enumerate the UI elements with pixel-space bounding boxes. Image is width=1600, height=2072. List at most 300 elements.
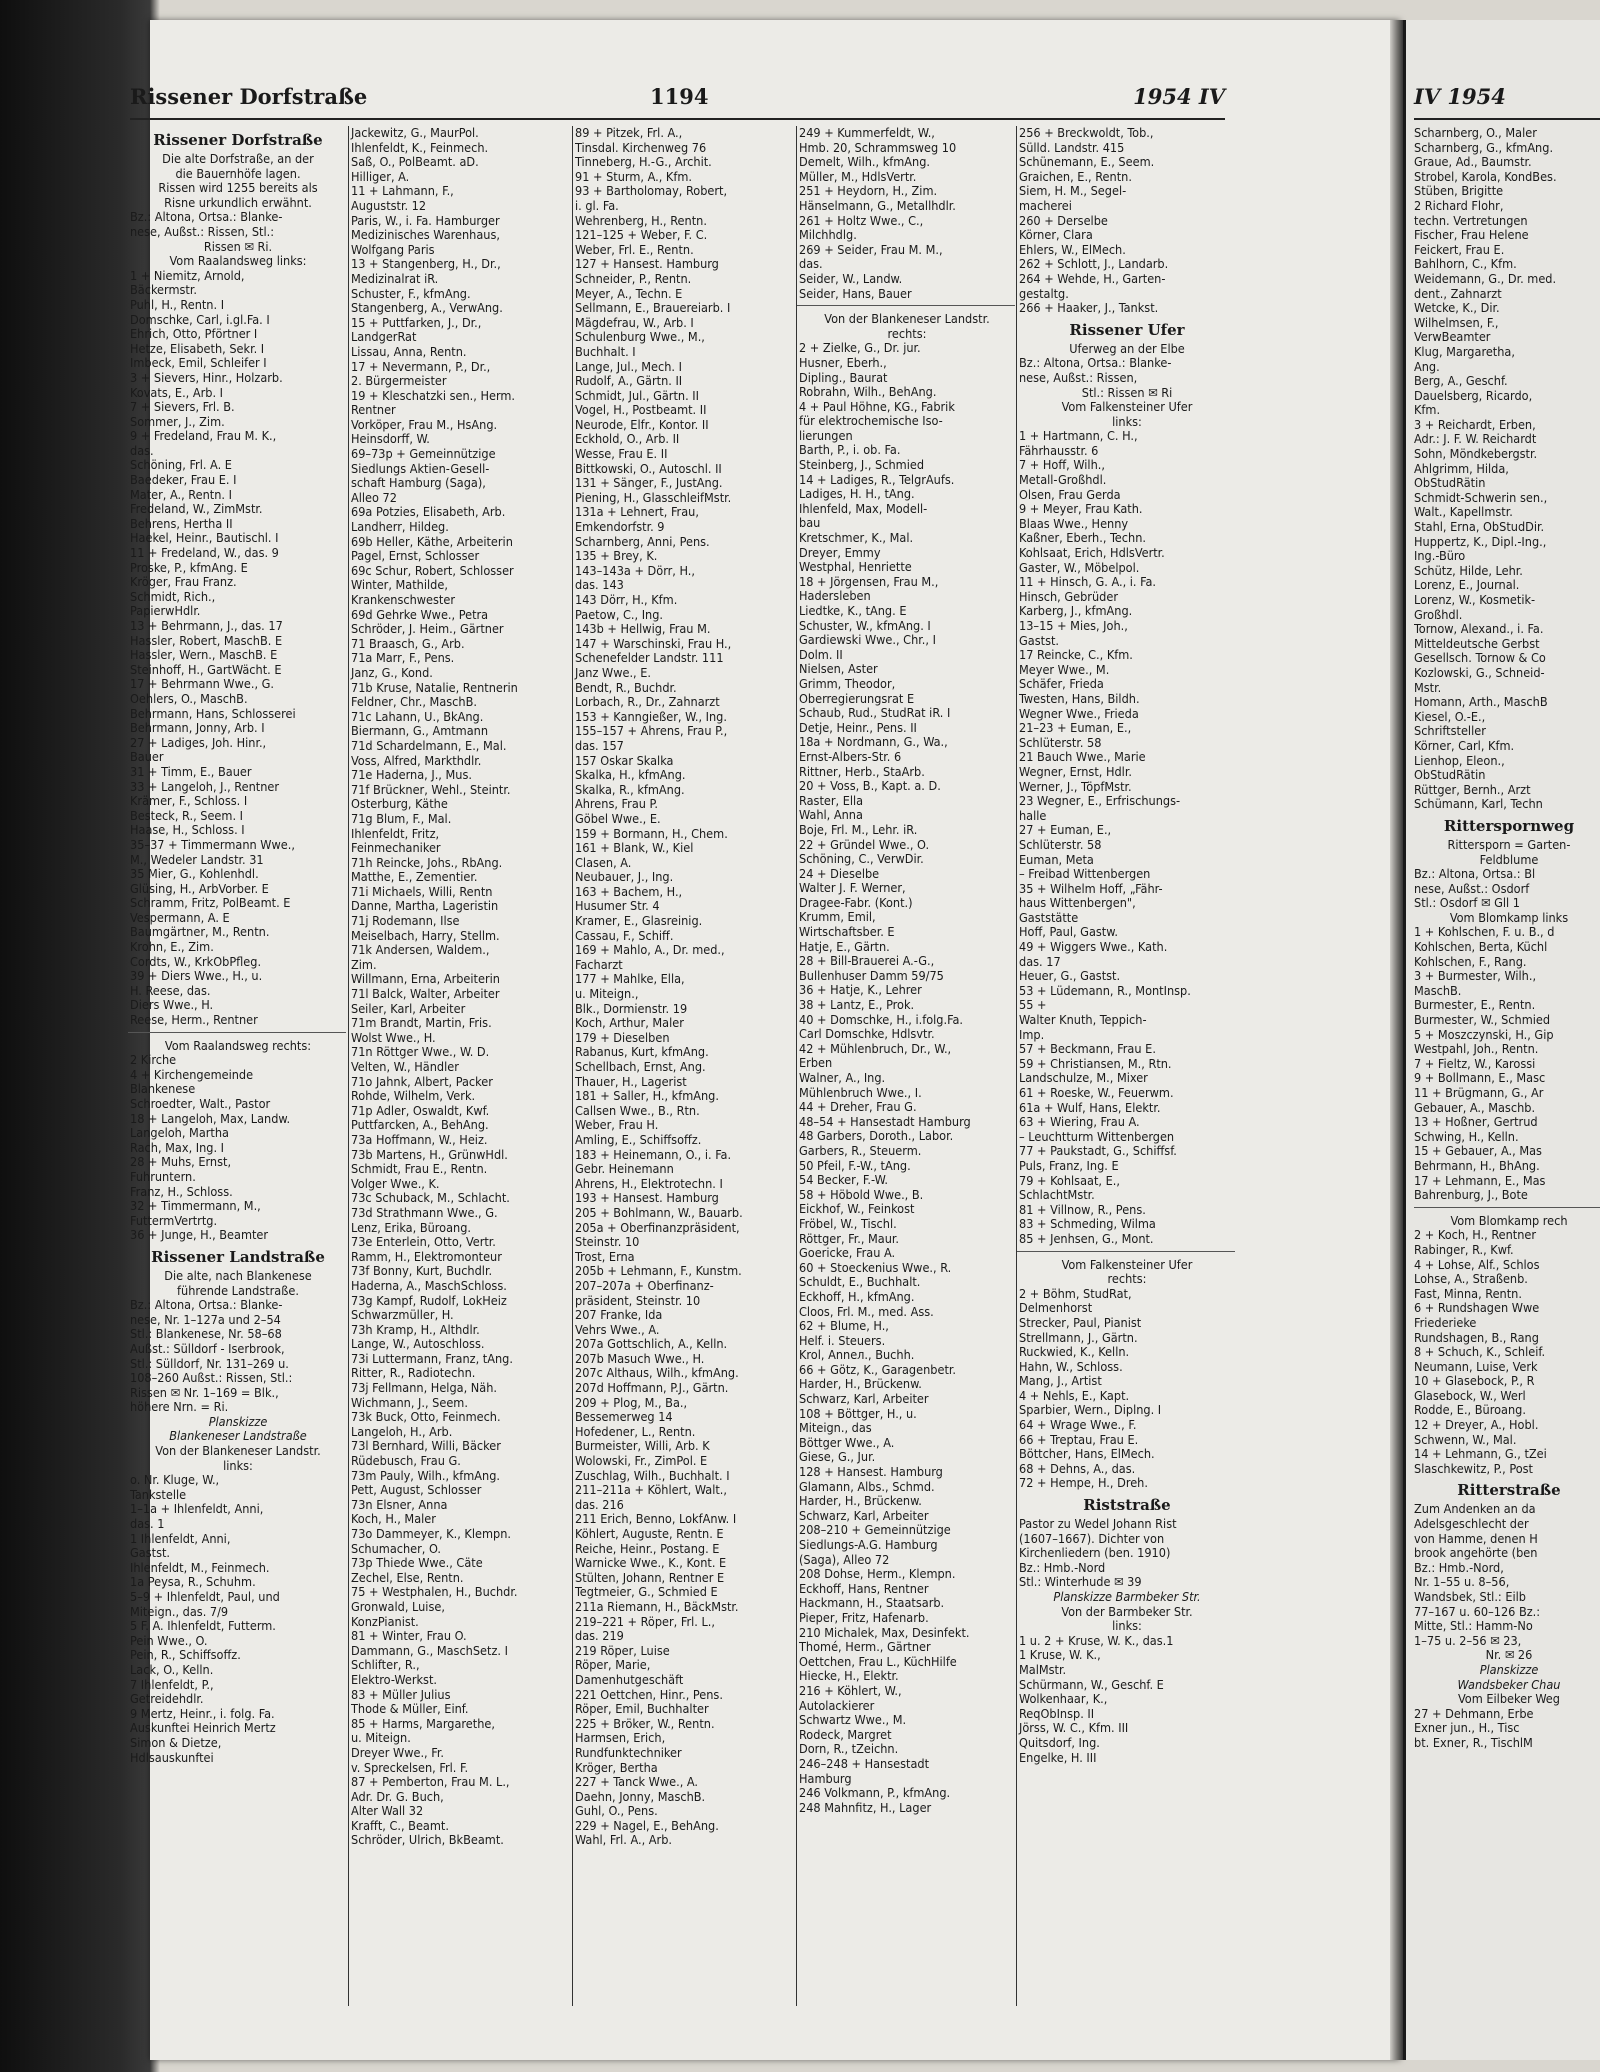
directory-entry: 7 + Fieltz, W., Karossi	[1414, 1056, 1536, 1071]
section-divider	[128, 1032, 346, 1039]
directory-entry: 7 + Hoff, Wilh.,	[1019, 458, 1105, 473]
directory-entry: 256 + Breckwoldt, Tob.,	[1019, 126, 1154, 140]
directory-entry: Krankenschwester	[351, 593, 456, 607]
directory-entry: Schlifter, R.,	[351, 1658, 420, 1673]
directory-entry: 225 + Bröker, W., Rentn.	[575, 1716, 715, 1731]
directory-entry: Gebr. Heinemann	[575, 1162, 674, 1177]
directory-entry: 73c Schuback, M., Schlacht.	[351, 1191, 510, 1206]
directory-entry: 73b Martens, H., GrünwHdl.	[351, 1147, 508, 1162]
directory-entry: Hetze, Elisabeth, Sekr. I	[130, 341, 265, 356]
directory-entry: 73a Hoffmann, W., Heiz.	[351, 1132, 488, 1147]
directory-entry: u. Miteign.	[351, 1731, 411, 1746]
directory-entry: Bz.: Altona, Ortsa.: Blanke-	[130, 210, 283, 225]
right-running-head: IV 1954	[1414, 84, 1600, 120]
directory-entry: Rabanus, Kurt, kfmAng.	[575, 1045, 709, 1060]
directory-entry: Kozlowski, G., Schneid-	[1414, 665, 1545, 680]
directory-entry: 50 Pfeil, F.-W., tAng.	[799, 1158, 911, 1173]
directory-entry: 89 + Pitzek, Frl. A.,	[575, 126, 683, 140]
directory-entry: Scharnberg, G., kfmAng.	[1414, 140, 1554, 155]
directory-entry: VerwBeamter	[1414, 330, 1491, 345]
directory-entry: das.	[130, 443, 154, 458]
directory-entry: 17 + Behrmann Wwe., G.	[130, 677, 275, 692]
directory-entry: Schaub, Rud., StudRat iR. I	[799, 706, 951, 721]
directory-entry: das.	[799, 257, 823, 272]
directory-entry: Auskunftei Heinrich Mertz	[130, 1721, 276, 1736]
directory-entry: dent., Zahnarzt	[1414, 286, 1502, 301]
directory-entry: Kretschmer, K., Mal.	[799, 531, 914, 546]
directory-entry: Wegner Wwe., Frieda	[1019, 706, 1139, 721]
directory-entry: Wolfgang Paris	[351, 242, 435, 257]
directory-entry: Behrmann, H., BhAng.	[1414, 1158, 1540, 1173]
directory-entry: 38 + Lantz, E., Prok.	[799, 998, 915, 1013]
section-note: Vom Raalandsweg links:	[169, 254, 307, 269]
directory-entry: 32 + Timmermann, M.,	[130, 1199, 261, 1214]
directory-entry: Sülld. Landstr. 415	[1019, 140, 1125, 155]
directory-entry: 9 + Fredeland, Frau M. K.,	[130, 429, 277, 444]
directory-entry: Schwarz, Karl, Arbeiter	[799, 1508, 929, 1523]
directory-entry: Schumacher, O.	[351, 1541, 442, 1556]
directory-entry: Rundshagen, B., Rang	[1414, 1330, 1539, 1345]
directory-entry: Walt., Kapellmstr.	[1414, 505, 1513, 520]
directory-entry: Tankstelle	[130, 1487, 187, 1502]
directory-entry: ObStudRätin	[1414, 768, 1486, 783]
directory-entry: 211a Riemann, H., BäckMstr.	[575, 1599, 739, 1614]
directory-entry: 11 + Fredeland, W., das. 9	[130, 546, 279, 561]
directory-entry: Thauer, H., Lagerist	[575, 1074, 687, 1089]
street-heading: Ritterstraße	[1457, 1481, 1561, 1500]
directory-entry: nese, Außst.: Osdorf	[1414, 881, 1530, 896]
directory-entry: Neubauer, J., Ing.	[575, 870, 674, 885]
directory-entry: 17 + Lehmann, E., Mas	[1414, 1173, 1546, 1188]
directory-entry: Eckhoff, H., kfmAng.	[799, 1289, 915, 1304]
directory-entry: 4 + Kirchengemeinde	[130, 1067, 254, 1082]
right-directory-column	[1414, 126, 1600, 2006]
directory-entry: Ladiges, H. H., tAng.	[799, 487, 915, 502]
section-note: links:	[1112, 1619, 1142, 1634]
directory-entry: 35 + Wilhelm Hoff, „Fähr-	[1019, 881, 1163, 896]
directory-entry: Schriftsteller	[1414, 724, 1486, 739]
directory-entry: Krafft, C., Beamt.	[351, 1818, 449, 1833]
directory-entry: gestaltg.	[1019, 286, 1069, 301]
directory-entry: Schröder, J. Heim., Gärtner	[351, 622, 504, 637]
directory-entry: bau	[799, 516, 821, 531]
directory-entry: 75 + Westphalen, H., Buchdr.	[351, 1585, 518, 1600]
directory-entry: Bz.: Hmb.-Nord,	[1414, 1560, 1504, 1575]
directory-entry: Lorenz, W., Kosmetik-	[1414, 593, 1536, 607]
directory-entry: 21 Bauch Wwe., Marie	[1019, 750, 1146, 765]
directory-entry: Wichmann, J., Seem.	[351, 1395, 468, 1410]
directory-entry: Behrmann, Jonny, Arb. I	[130, 721, 265, 736]
directory-entry: KonzPianist.	[351, 1614, 419, 1629]
directory-entry: Haekel, Heinr., Bautischl. I	[130, 531, 279, 546]
directory-entry: Oberregierungsrat E	[799, 691, 915, 706]
directory-entry: Puttfarcken, A., BehAng.	[351, 1118, 489, 1133]
directory-entry: das. 17	[1019, 954, 1061, 969]
directory-entry: Husumer Str. 4	[575, 899, 660, 914]
directory-entry: 10 + Glasebock, P., R	[1414, 1374, 1535, 1389]
directory-entry: Puhl, H., Rentn. I	[130, 297, 225, 312]
directory-entry: Pein, R., Schiffsoffz.	[130, 1648, 241, 1663]
directory-entry: Harder, H., Brückenw.	[799, 1494, 922, 1509]
directory-entry: Körner, Clara	[1019, 228, 1093, 243]
directory-entry: Schünemann, E., Seem.	[1019, 155, 1155, 170]
directory-entry: Hilliger, A.	[351, 169, 410, 184]
directory-entry: o. Nr. Kluge, W.,	[130, 1473, 220, 1488]
directory-entry: Robrahn, Wilh., BehAng.	[799, 385, 937, 400]
directory-entry: Elektro-Werkst.	[351, 1672, 437, 1687]
directory-entry: 71f Brückner, Wehl., Steintr.	[351, 782, 511, 797]
directory-entry: Köhlert, Auguste, Rentn. E	[575, 1527, 724, 1541]
directory-entry: 42 + Mühlenbruch, Dr., W.,	[799, 1041, 952, 1056]
directory-entry: Lohse, A., Straßenb.	[1414, 1272, 1528, 1287]
directory-entry: Wetcke, K., Dir.	[1414, 301, 1500, 316]
directory-entry: Westphal, Henriette	[799, 560, 912, 575]
directory-entry: Euman, Meta	[1019, 852, 1094, 867]
directory-entry: Wehrenberg, H., Rentn.	[575, 213, 707, 228]
directory-entry: 13 + Stangenberg, H., Dr.,	[351, 257, 501, 272]
directory-entry: Sommer, J., Zim.	[130, 414, 225, 429]
directory-entry: 207–207a + Oberfinanz-	[575, 1278, 714, 1293]
directory-entry: Ruckwied, K., Kelln.	[1019, 1345, 1130, 1360]
directory-entry: Wandsbek, Stl.: Eilb	[1414, 1590, 1526, 1604]
directory-entry: Dorn, R., tZeichn.	[799, 1742, 899, 1757]
section-note: Vom Blomkamp rech	[1450, 1213, 1568, 1228]
directory-entry: Exner jun., H., Tisc	[1414, 1721, 1520, 1736]
directory-entry: Facharzt	[575, 957, 623, 972]
directory-entry: Giese, G., Jur.	[799, 1450, 876, 1465]
directory-entry: Dammann, G., MaschSetz. I	[351, 1643, 508, 1658]
directory-entry: 193 + Hansest. Hamburg	[575, 1191, 719, 1206]
directory-entry: 77 + Paukstadt, G., Schiffsf.	[1019, 1144, 1177, 1159]
directory-entry: Wahl, Frl. A., Arb.	[575, 1833, 672, 1848]
directory-entry: Pein Wwe., O.	[130, 1633, 208, 1648]
directory-entry: Schneider, P., Rentn.	[575, 271, 692, 286]
directory-entry: 71j Rodemann, Ilse	[351, 914, 460, 929]
directory-entry: 207 Franke, Ida	[575, 1308, 663, 1323]
directory-entry: Quitsdorf, Ing.	[1019, 1735, 1100, 1750]
directory-entry: Lenz, Erika, Büroang.	[351, 1220, 472, 1235]
directory-entry: 127 + Hansest. Hamburg	[575, 257, 719, 272]
directory-entry: Paris, W., i. Fa. Hamburger	[351, 213, 500, 228]
directory-entry: Westpahl, Joh., Rentn.	[1414, 1042, 1539, 1057]
directory-entry: das. 143	[575, 578, 624, 593]
directory-entry: Ramm, H., Elektromonteur	[351, 1249, 502, 1264]
directory-entry: Lissau, Anna, Rentn.	[351, 344, 467, 359]
directory-entry: Emkendorfstr. 9	[575, 520, 665, 535]
directory-entry: schaft Hamburg (Saga),	[351, 476, 486, 491]
directory-entry: Bäckermstr.	[130, 283, 197, 298]
directory-entry: 71g Blum, F., Mal.	[351, 811, 452, 826]
directory-entry: Körner, Carl, Kfm.	[1414, 738, 1515, 753]
directory-entry: Tornow, Alexand., i. Fa.	[1414, 622, 1544, 637]
directory-entry: Langeloh, H., Arb.	[351, 1424, 453, 1439]
directory-entry: Kohlschen, Berta, Küchl	[1414, 940, 1548, 955]
directory-entry: Kramer, E., Glasreinig.	[575, 914, 703, 929]
directory-entry: Koch, H., Maler	[351, 1512, 436, 1527]
directory-entry: Medizinalrat iR.	[351, 271, 439, 286]
directory-entry: Eckhoff, Hans, Rentner	[799, 1581, 929, 1596]
directory-entry: Kröger, Frau Franz.	[130, 575, 237, 590]
section-divider	[1017, 1251, 1235, 1258]
page-header	[130, 84, 1225, 120]
directory-entry: 69d Gehrke Wwe., Petra	[351, 607, 489, 622]
directory-entry: 83 + Schmeding, Wilma	[1019, 1217, 1156, 1232]
directory-entry: 69–73p + Gemeinnützige	[351, 447, 496, 462]
directory-entry: das. 219	[575, 1629, 624, 1644]
directory-entry: Carl Domschke, Hdlsvtr.	[799, 1027, 935, 1042]
directory-entry: Kröger, Bertha	[575, 1760, 658, 1775]
directory-entry: 68 + Dehns, A., das.	[1019, 1461, 1136, 1476]
directory-entry: ReqObInsp. II	[1019, 1706, 1095, 1721]
directory-entry: Kirchenliedern (ben. 1910)	[1019, 1546, 1171, 1561]
directory-entry: 211–211a + Köhlert, Walt.,	[575, 1483, 727, 1498]
directory-entry: Feickert, Frau E.	[1414, 242, 1505, 257]
directory-entry: Graue, Ad., Baumstr.	[1414, 155, 1532, 170]
directory-entry: das. 216	[575, 1497, 624, 1512]
directory-entry: Meyer, A., Techn. E	[575, 286, 683, 301]
directory-entry: Steinberg, J., Schmied	[799, 458, 925, 473]
directory-entry: Clasen, A.	[575, 855, 632, 870]
directory-entry: 181 + Saller, H., kfmAng.	[575, 1089, 719, 1104]
directory-entry: Rentner	[351, 403, 396, 418]
directory-entry: Tinsdal. Kirchenweg 76	[575, 140, 707, 155]
directory-entry: Tinneberg, H.-G., Archit.	[575, 155, 712, 170]
directory-entry: Schlüterstr. 58	[1019, 735, 1102, 750]
directory-entry: Böttger Wwe., A.	[799, 1435, 895, 1450]
directory-entry: Gardiewski Wwe., Chr., I	[799, 633, 936, 648]
directory-entry: Domschke, Carl, i.gl.Fa. I	[130, 312, 270, 327]
directory-entry: Strobel, Karola, KondBes.	[1414, 169, 1557, 184]
directory-entry: Mitteldeutsche Gerbst	[1414, 636, 1540, 651]
directory-entry: Cloos, Frl. M., med. Ass.	[799, 1304, 934, 1319]
directory-entry: Wolowski, Fr., ZimPol. E	[575, 1454, 708, 1469]
directory-entry: 147 + Warschinski, Frau H.,	[575, 636, 732, 651]
street-heading: Rissener Dorfstraße	[153, 131, 323, 149]
directory-entry: Sohn, Möndkebergstr.	[1414, 447, 1538, 462]
directory-entry: 121–125 + Weber, F. C.	[575, 228, 708, 243]
directory-entry: Schöning, Frl. A. E	[130, 458, 232, 473]
directory-entry: 64 + Wrage Wwe., F.	[1019, 1418, 1137, 1433]
directory-entry: Graichen, E., Rentn.	[1019, 169, 1132, 184]
directory-entry: 55 +	[1019, 998, 1047, 1013]
directory-entry: Weber, Frl. E., Rentn.	[575, 242, 694, 257]
directory-entry: Liedtke, K., tAng. E	[799, 604, 907, 618]
directory-entry: Huppertz, K., Dipl.-Ing.,	[1414, 534, 1547, 549]
directory-entry: 85 + Harms, Margarethe,	[351, 1716, 495, 1731]
directory-entry: 183 + Heinemann, O., i. Fa.	[575, 1147, 732, 1162]
section-note: Vom Eilbeker Weg	[1458, 1692, 1560, 1707]
directory-entry: Skalka, R., kfmAng.	[575, 782, 685, 797]
directory-entry: Barth, P., i. ob. Fa.	[799, 443, 901, 458]
directory-entry: Feinmechaniker	[351, 841, 441, 856]
directory-entry: Fast, Minna, Rentn.	[1414, 1286, 1522, 1301]
directory-entry: Kohlschen, F., Rang.	[1414, 954, 1527, 969]
directory-entry: 153 + Kanngießer, W., Ing.	[575, 709, 727, 724]
directory-column-4	[796, 126, 1015, 2006]
section-divider	[797, 305, 1015, 312]
directory-entry: 71a Marr, F., Pens.	[351, 651, 455, 666]
directory-entry: Dauelsberg, Ricardo,	[1414, 388, 1533, 403]
directory-entry: 35–37 + Timmermann Wwe.,	[130, 837, 295, 852]
directory-entry: 71k Andersen, Waldem.,	[351, 943, 490, 958]
directory-entry: Gastst.	[1019, 633, 1060, 648]
directory-entry: nese, Außst.: Rissen,	[1019, 370, 1138, 385]
directory-entry: Heinsdorff, W.	[351, 432, 430, 447]
directory-entry: Hiecke, H., Elektr.	[799, 1669, 899, 1684]
directory-entry: Harmsen, Erich,	[575, 1731, 666, 1746]
directory-entry: Schütz, Hilde, Lehr.	[1414, 563, 1523, 578]
directory-entry: Auguststr. 12	[351, 198, 427, 213]
directory-entry: Goericke, Frau A.	[799, 1246, 896, 1261]
directory-entry: Slaschkewitz, P., Post	[1414, 1461, 1533, 1476]
directory-entry: 221 Oettchen, Hinr., Pens.	[575, 1687, 723, 1702]
directory-entry: Zim.	[351, 957, 377, 972]
section-note: rechts:	[887, 326, 927, 341]
directory-entry: Strellmann, J., Gärtn.	[1019, 1330, 1138, 1345]
directory-entry: Mang, J., Artist	[1019, 1374, 1102, 1389]
directory-entry: 27 + Euman, E.,	[1019, 823, 1112, 838]
directory-entry: 69b Heller, Käthe, Arbeiterin	[351, 534, 513, 549]
directory-entry: Bahlhorn, C., Kfm.	[1414, 257, 1517, 272]
directory-entry: 161 + Blank, W., Kiel	[575, 841, 694, 856]
directory-entry: Simon & Dietze,	[130, 1735, 222, 1750]
directory-entry: Großhdl.	[1414, 607, 1463, 622]
directory-entry: Gronwald, Luise,	[351, 1599, 445, 1614]
directory-entry: Stüben, Brigitte	[1414, 184, 1504, 199]
directory-entry: 4 + Lohse, Alf., Schlos	[1414, 1257, 1540, 1272]
directory-entry: Sparbier, Wern., Diplng. I	[1019, 1403, 1162, 1418]
directory-entry: Burmester, E., Rentn.	[1414, 998, 1536, 1013]
directory-entry: Warnicke Wwe., K., Kont. E	[575, 1556, 727, 1571]
directory-entry: Rüdebusch, Frau G.	[351, 1454, 461, 1469]
directory-entry: Göbel Wwe., E.	[575, 811, 661, 826]
directory-entry: Zum Andenken an da	[1414, 1502, 1536, 1517]
directory-entry: 1–1a + Ihlenfeldt, Anni,	[130, 1502, 264, 1517]
directory-entry: halle	[1019, 808, 1047, 823]
directory-entry: 85 + Jenhsen, G., Mont.	[1019, 1231, 1154, 1246]
directory-entry: 3 + Sievers, Hinr., Holzarb.	[130, 370, 283, 385]
directory-entry: Walner, A., Ing.	[799, 1071, 886, 1085]
directory-entry: 5 + Moszczynski, H., Gip	[1414, 1027, 1554, 1042]
directory-entry: 108–260 Außst.: Rissen, Stl.:	[130, 1371, 293, 1386]
directory-entry: 61 + Roeske, W., Feuerwm.	[1019, 1086, 1174, 1100]
directory-entry: 77–167 u. 60–126 Bz.:	[1414, 1604, 1541, 1619]
directory-entry: Paetow, C., Ing.	[575, 607, 664, 622]
directory-entry: Alleo 72	[351, 490, 397, 505]
directory-entry: Krämer, F., Schloss. I	[130, 794, 248, 809]
directory-entry: M., Wedeler Landstr. 31	[130, 852, 264, 867]
directory-entry: LandgerRat	[351, 330, 417, 345]
directory-entry: Garbers, R., Steuerm.	[799, 1143, 922, 1158]
directory-entry: Winter, Mathilde,	[351, 578, 448, 593]
directory-entry: Blk., Dormienstr. 19	[575, 1001, 688, 1016]
directory-entry: Saß, O., PolBeamt. aD.	[351, 155, 479, 170]
street-heading: Riststraße	[1083, 1496, 1171, 1515]
directory-entry: Wolst Wwe., H.	[351, 1030, 436, 1045]
directory-entry: Schürmann, W., Geschf. E	[1019, 1677, 1164, 1692]
directory-entry: 108 + Böttger, H., u.	[799, 1406, 917, 1421]
directory-entry: 143 Dörr, H., Kfm.	[575, 593, 678, 607]
directory-entry: Husner, Eberh.,	[799, 355, 887, 370]
directory-entry: Pastor zu Wedel Johann Rist	[1019, 1517, 1177, 1532]
directory-entry: 2 Kirche	[130, 1053, 177, 1068]
directory-entry: Walter J. F. Werner,	[799, 881, 906, 896]
directory-entry: Schulenburg Wwe., M.,	[575, 330, 705, 345]
directory-columns	[128, 126, 1236, 2006]
directory-entry: lierungen	[799, 428, 853, 443]
directory-entry: Medizinisches Warenhaus,	[351, 228, 500, 243]
directory-entry: Puls, Franz, Ing. E	[1019, 1158, 1119, 1173]
directory-entry: 21–23 + Euman, E.,	[1019, 721, 1132, 736]
section-note: Die alte Dorfstraße, an der	[162, 152, 314, 166]
directory-entry: Raster, Ella	[799, 793, 864, 808]
directory-entry: Kiesel, O.-E.,	[1414, 709, 1486, 724]
directory-entry: Schäfer, Frieda	[1019, 677, 1104, 692]
directory-entry: Thomé, Herm., Gärtner	[799, 1640, 931, 1655]
directory-entry: Seiler, Karl, Arbeiter	[351, 1001, 466, 1016]
directory-entry: 54 Becker, F.-W.	[799, 1173, 888, 1188]
directory-entry: 73f Bonny, Kurt, Buchdlr.	[351, 1264, 493, 1279]
directory-entry: Hassler, Robert, MaschB. E	[130, 633, 283, 648]
street-heading: Ritterspornweg	[1443, 816, 1575, 835]
directory-entry: Röper, Emil, Buchhalter	[575, 1702, 709, 1717]
directory-entry: 71e Haderna, J., Mus.	[351, 768, 472, 783]
directory-entry: 36 + Junge, H., Beamter	[130, 1228, 269, 1243]
directory-entry: Schellbach, Ernst, Ang.	[575, 1060, 706, 1074]
directory-entry: Osterburg, Käthe	[351, 797, 448, 812]
directory-entry: für elektrochemische Iso-	[799, 414, 943, 429]
directory-entry: Alter Wall 32	[351, 1804, 424, 1819]
directory-entry: 23 Wegner, E., Erfrischungs-	[1019, 794, 1181, 809]
directory-entry: von Hamme, denen H	[1414, 1531, 1538, 1546]
directory-entry: Röttger, Fr., Maur.	[799, 1231, 900, 1246]
directory-entry: Karberg, J., kfmAng.	[1019, 604, 1133, 619]
directory-entry: Pieper, Fritz, Hafenarb.	[799, 1610, 929, 1625]
directory-entry: Hoff, Paul, Gastw.	[1019, 925, 1118, 940]
directory-entry: Stangenberg, A., VerwAng.	[351, 301, 503, 316]
directory-entry: 24 + Dieselbe	[799, 866, 880, 881]
directory-entry: Zuschlag, Wilh., Buchhalt. I	[575, 1468, 730, 1483]
directory-entry: 73l Bernhard, Willi, Bäcker	[351, 1439, 501, 1454]
directory-entry: 1 u. 2 + Kruse, W. K., das.1	[1019, 1633, 1174, 1648]
directory-entry: Metall-Großhdl.	[1019, 473, 1107, 488]
directory-entry: Proske, P., kfmAng. E	[130, 560, 248, 575]
directory-entry: ObStudRätin	[1414, 476, 1486, 491]
directory-entry: Hänselmann, G., Metallhdlr.	[799, 198, 956, 213]
directory-column-1	[128, 126, 346, 2006]
directory-entry: 7 + Sievers, Frl. B.	[130, 400, 235, 415]
directory-entry: Gaststätte	[1019, 910, 1079, 925]
directory-entry: Landschulze, M., Mixer	[1019, 1071, 1148, 1086]
directory-entry: 60 + Stoeckenius Wwe., R.	[799, 1260, 952, 1275]
directory-entry: 251 + Heydorn, H., Zim.	[799, 184, 938, 199]
directory-entry: Krohn, E., Zim.	[130, 940, 214, 955]
directory-entry: Rüttger, Bernh., Arzt	[1414, 782, 1531, 797]
directory-entry: 1 + Kohlschen, F. u. B., d	[1414, 925, 1555, 940]
directory-entry: Ahrens, H., Elektrotechn. I	[575, 1176, 723, 1191]
directory-entry: 2 + Koch, H., Rentner	[1414, 1228, 1537, 1243]
section-note: Wandsbeker Chau	[1457, 1677, 1561, 1692]
directory-entry: Schuldt, E., Buchhalt.	[799, 1275, 921, 1290]
directory-entry: Fuhruntern.	[130, 1169, 196, 1184]
directory-entry: 48 Garbers, Doroth., Labor.	[799, 1129, 954, 1144]
directory-entry: Helf. i. Steuers.	[799, 1333, 886, 1348]
directory-entry: 5 F. A. Ihlenfeldt, Futterm.	[130, 1619, 276, 1634]
directory-entry: Behrens, Hertha II	[130, 516, 233, 531]
directory-entry: Blaas Wwe., Henny	[1019, 516, 1129, 531]
directory-entry: Reese, Herm., Rentner	[130, 1013, 258, 1028]
directory-entry: 4 + Nehls, E., Kapt.	[1019, 1388, 1130, 1403]
